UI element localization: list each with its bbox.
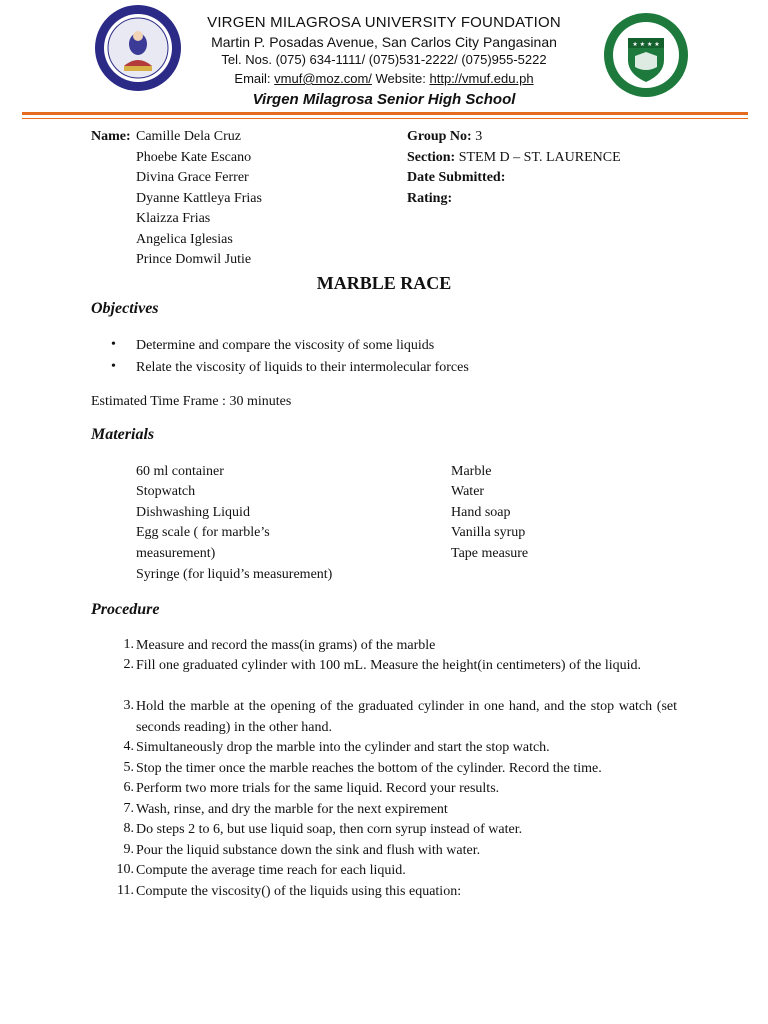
procedure-step: Stop the timer once the marble reaches the bottom of the cylinder. Record the time. — [136, 761, 602, 776]
step-number: 7. — [123, 801, 134, 816]
procedure-step: Perform two more trials for the same liquid. Record your results. — [136, 781, 500, 796]
objective-item: Determine and compare the viscosity of some liquids — [136, 338, 435, 353]
materials-heading: Materials — [91, 426, 155, 443]
org-address: Martin P. Posadas Avenue, San Carlos City Pangasinan — [211, 34, 557, 50]
material-item: Syringe (for liquid’s measurement) — [136, 567, 333, 582]
material-item: Marble — [451, 464, 492, 479]
step-number: 6. — [123, 780, 134, 795]
website-link[interactable]: http://vmuf.edu.ph — [429, 71, 534, 86]
step-number: 5. — [123, 760, 134, 775]
org-contact-line — [0, 71, 768, 86]
student-name: Camille Dela Cruz — [136, 129, 241, 144]
header-divider-thick — [22, 112, 748, 115]
material-item: Stopwatch — [136, 484, 196, 499]
step-number: 8. — [123, 821, 134, 836]
step-number: 11. — [117, 883, 134, 898]
step-number: 1. — [123, 637, 134, 652]
step-number: 10. — [116, 862, 134, 877]
material-item: Vanilla syrup — [451, 525, 526, 540]
procedure-heading: Procedure — [91, 601, 160, 618]
material-item: Water — [451, 484, 485, 499]
procedure-step: Compute the viscosity() of the liquids using this equation: — [136, 884, 462, 899]
procedure-step: Hold the marble at the opening of the graduated cylinder in one hand, and the stop watch (set seconds reading) in the other hand. — [136, 699, 677, 735]
group-number — [407, 127, 482, 147]
svg-text:★ ★ ★ ★: ★ ★ ★ ★ — [632, 41, 660, 48]
section — [407, 148, 621, 168]
email-label: Email: — [234, 71, 271, 86]
material-item: Egg scale ( for marble’s — [136, 525, 270, 540]
procedure-step: Pour the liquid substance down the sink and flush with water. — [136, 843, 481, 858]
header-divider-thin — [22, 118, 748, 119]
step-number: 4. — [123, 739, 134, 754]
date-submitted-label: Date Submitted: — [407, 170, 506, 185]
time-frame: Estimated Time Frame : 30 minutes — [91, 394, 292, 409]
step-number: 9. — [123, 842, 134, 857]
step-number: 3. — [123, 698, 134, 713]
rating-label: Rating: — [407, 191, 453, 206]
step-number: 2. — [123, 657, 134, 672]
website-label: Website: — [375, 71, 426, 86]
org-name: VIRGEN MILAGROSA UNIVERSITY FOUNDATION — [207, 14, 561, 31]
procedure-step: Measure and record the mass(in grams) of the marble — [136, 638, 436, 653]
bullet-icon: • — [111, 337, 116, 352]
material-item: Dishwashing Liquid — [136, 505, 250, 520]
material-item: Hand soap — [451, 505, 511, 520]
objectives-heading: Objectives — [91, 300, 159, 317]
student-name: Angelica Iglesias — [136, 232, 233, 247]
bullet-icon: • — [111, 359, 116, 374]
material-item: measurement) — [136, 546, 216, 561]
objective-item: Relate the viscosity of liquids to their intermolecular forces — [136, 360, 469, 375]
student-name: Dyanne Kattleya Frias — [136, 191, 262, 206]
procedure-step: Compute the average time reach for each liquid. — [136, 863, 406, 878]
procedure-step: Wash, rinse, and dry the marble for the next expirement — [136, 802, 448, 817]
procedure-step: Fill one graduated cylinder with 100 mL. Measure the height(in centimeters) of the liquid. — [136, 658, 642, 673]
student-name: Divina Grace Ferrer — [136, 170, 249, 185]
section-label: Section: — [407, 150, 456, 165]
group-label: Group No: — [407, 129, 472, 144]
material-item: 60 ml container — [136, 464, 224, 479]
material-item: Tape measure — [451, 546, 529, 561]
student-name: Phoebe Kate Escano — [136, 150, 252, 165]
procedure-step: Simultaneously drop the marble into the cylinder and start the stop watch. — [136, 740, 550, 755]
section-value: STEM D – ST. LAURENCE — [458, 150, 621, 165]
student-name: Klaizza Frias — [136, 211, 211, 226]
org-telephone: Tel. Nos. (075) 634-1111/ (075)531-2222/ (075)955-5222 — [221, 52, 547, 67]
student-name: Prince Domwil Jutie — [136, 252, 252, 267]
name-label: Name: — [91, 129, 131, 144]
group-value: 3 — [475, 129, 483, 144]
email-link[interactable]: vmuf@moz.com/ — [274, 71, 372, 86]
document-title: MARBLE RACE — [316, 273, 452, 293]
school-name: Virgen Milagrosa Senior High School — [252, 91, 516, 108]
procedure-step: Do steps 2 to 6, but use liquid soap, then corn syrup instead of water. — [136, 822, 523, 837]
